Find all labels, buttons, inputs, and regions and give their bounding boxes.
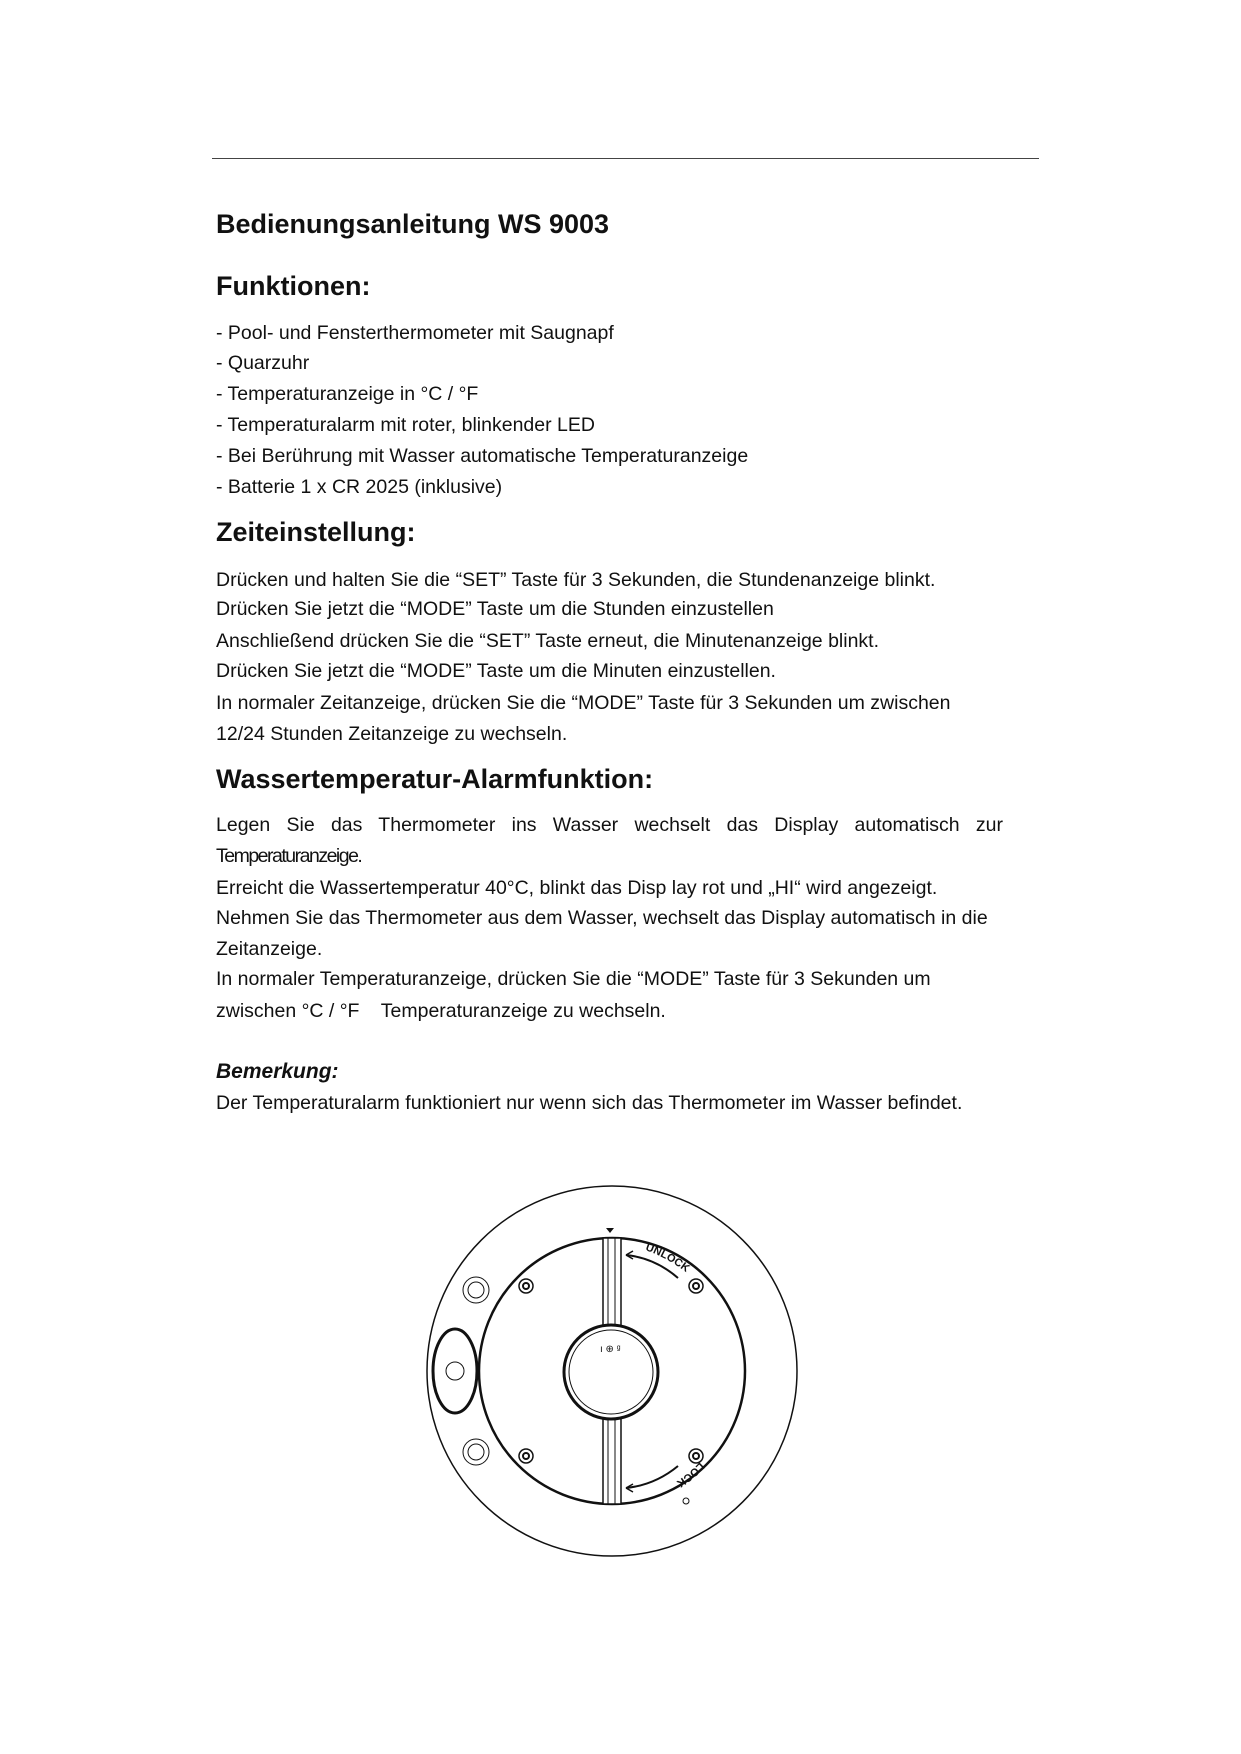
- note-text: Der Temperaturalarm funktioniert nur wenn sich das Thermometer im Wasser befindet.: [216, 1092, 963, 1114]
- paragraph-line: Temperaturanzeige.: [216, 845, 362, 867]
- list-item: - Batterie 1 x CR 2025 (inklusive): [216, 476, 503, 498]
- paragraph-line: Drücken Sie jetzt die “MODE” Taste um die Minuten einzustellen.: [216, 660, 776, 682]
- unlock-label: UNLOCK: [643, 1241, 692, 1275]
- paragraph-line: In normaler Zeitanzeige, drücken Sie die “MODE” Taste für 3 Sekunden um zwischen: [216, 692, 951, 714]
- battery-symbol-icon: ı ⊕ ᵍ: [600, 1344, 621, 1355]
- list-item: - Quarzuhr: [216, 352, 310, 374]
- document-title: Bedienungsanleitung WS 9003: [216, 209, 610, 239]
- paragraph-line: Nehmen Sie das Thermometer aus dem Wasser, wechselt das Display automatisch in die: [216, 907, 988, 929]
- paragraph-line: Drücken und halten Sie die “SET” Taste für 3 Sekunden, die Stundenanzeige blinkt.: [216, 569, 936, 591]
- led-window: [433, 1329, 477, 1413]
- paragraph-line: zwischen °C / °F Temperaturanzeige zu wechseln.: [216, 1000, 666, 1022]
- list-item: - Pool- und Fensterthermometer mit Saugnapf: [216, 322, 614, 344]
- list-item: - Bei Berührung mit Wasser automatische Temperaturanzeige: [216, 445, 749, 467]
- header-rule: [212, 158, 1039, 159]
- heading-functions: Funktionen:: [216, 271, 371, 301]
- heading-alarm: Wassertemperatur-Alarmfunktion:: [216, 764, 654, 794]
- marker-triangle-icon: [606, 1228, 614, 1233]
- list-item: - Temperaturanzeige in °C / °F: [216, 383, 479, 405]
- paragraph-line: Anschließend drücken Sie die “SET” Taste erneut, die Minutenanzeige blinkt.: [216, 630, 880, 652]
- bottom-slot: [603, 1416, 621, 1504]
- heading-note: Bemerkung:: [216, 1060, 339, 1083]
- top-slot: [603, 1238, 621, 1326]
- paragraph-line: 12/24 Stunden Zeitanzeige zu wechseln.: [216, 723, 568, 745]
- paragraph-line: Legen Sie das Thermometer ins Wasser wechselt das Display automatisch zur: [216, 814, 1003, 836]
- heading-time: Zeiteinstellung:: [216, 517, 416, 547]
- thermometer-back-diagram: [400, 1180, 850, 1600]
- paragraph-line: Erreicht die Wassertemperatur 40°C, blinkt das Disp lay rot und „HI“ wird angezeigt.: [216, 877, 938, 899]
- paragraph-line: Zeitanzeige.: [216, 938, 323, 960]
- paragraph-line: In normaler Temperaturanzeige, drücken Sie die “MODE” Taste für 3 Sekunden um: [216, 968, 931, 990]
- battery-cover: [564, 1325, 658, 1419]
- list-item: - Temperaturalarm mit roter, blinkender LED: [216, 414, 595, 436]
- lock-arrow-icon: [626, 1466, 678, 1488]
- paragraph-line: Drücken Sie jetzt die “MODE” Taste um die Stunden einzustellen: [216, 598, 774, 620]
- lock-label: LOCK: [674, 1459, 707, 1490]
